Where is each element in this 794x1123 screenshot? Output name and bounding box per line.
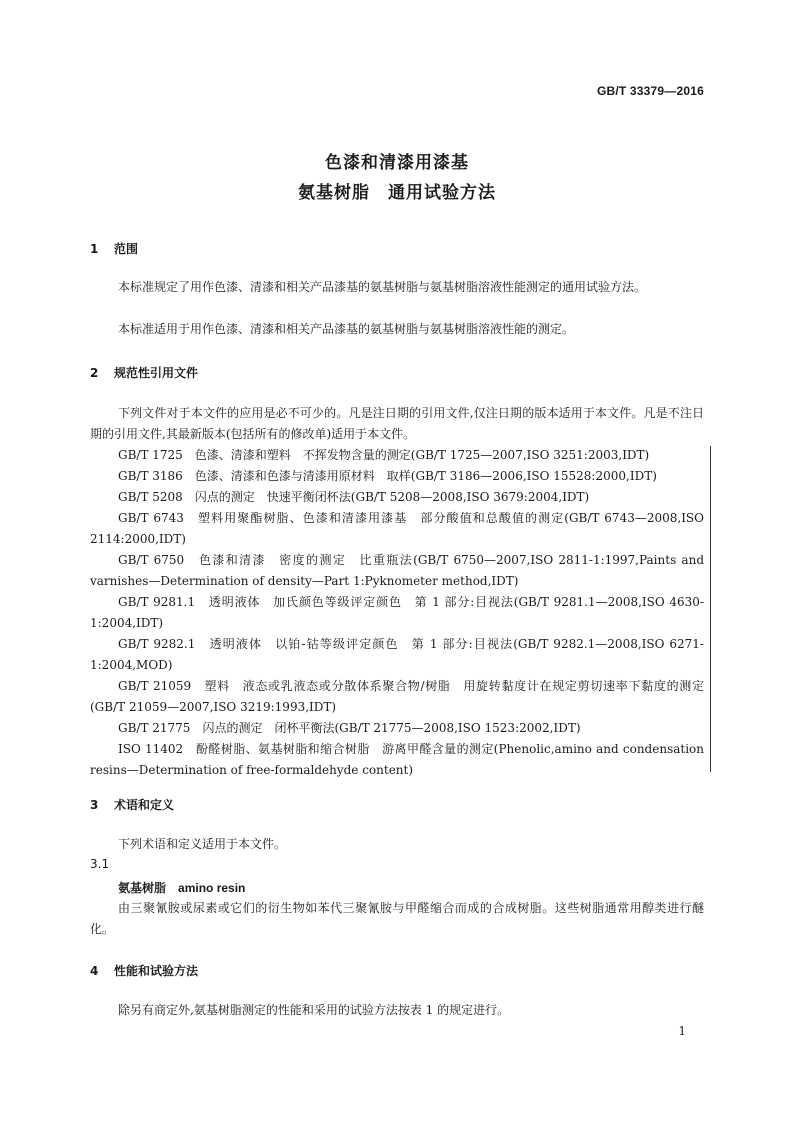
section-number: 3 [90, 798, 99, 812]
reference-item: GB/T 1725 色漆、清漆和塑料 不挥发物含量的测定(GB/T 1725—2007,ISO 3251:2003,IDT) [118, 448, 650, 462]
section-title: 术语和定义 [114, 798, 175, 812]
section-1-heading [90, 240, 138, 257]
section-1-paragraph-2: 本标准适用于用作色漆、清漆和相关产品漆基的氨基树脂与氨基树脂溶液性能的测定。 [118, 322, 575, 336]
section-1-paragraph-1: 本标准规定了用作色漆、清漆和相关产品漆基的氨基树脂与氨基树脂溶液性能测定的通用试验方法。 [118, 280, 647, 294]
section-number: 1 [90, 242, 99, 256]
reference-item: GB/T 6750 色漆和清漆 密度的测定 比重瓶法(GB/T 6750—2007,ISO 2811-1:1997,Paints and varnishes—Determination of density—Part 1:Pyknometer method,IDT) [90, 553, 704, 588]
document-title-line-2 [0, 178, 794, 203]
standard-number: GB/T 33379—2016 [596, 84, 704, 98]
reference-item: GB/T 21059 塑料 液态或乳液态或分散体系聚合物/树脂 用旋转黏度计在规定剪切速率下黏度的测定(GB/T 21059—2007,ISO 3219:1993,IDT) [90, 679, 704, 714]
title-part-1: 氨基树脂 [298, 183, 370, 203]
term-entry [118, 879, 245, 896]
reference-item: ISO 11402 酚醛树脂、氨基树脂和缩合树脂 游离甲醛含量的测定(Phenolic,amino and condensation resins—Determination of free-formaldehyde content) [90, 742, 704, 777]
section-title: 范围 [114, 242, 139, 256]
section-title: 规范性引用文件 [114, 366, 199, 380]
subsection-number: 3.1 [90, 857, 110, 871]
document-title-line-1: 色漆和清漆用漆基 [325, 153, 469, 173]
change-bar [710, 446, 711, 772]
section-2-intro: 下列文件对于本文件的应用是必不可少的。凡是注日期的引用文件,仅注日期的版本适用于本文件。凡是不注日期的引用文件,其最新版本(包括所有的修改单)适用于本文件。 [90, 406, 704, 441]
reference-item: GB/T 9281.1 透明液体 加氏颜色等级评定颜色 第 1 部分:目视法(GB/T 9281.1—2008,ISO 4630-1:2004,IDT) [90, 595, 704, 630]
section-title: 性能和试验方法 [114, 964, 199, 978]
reference-item: GB/T 21775 闪点的测定 闭杯平衡法(GB/T 21775—2008,ISO 1523:2002,IDT) [118, 721, 581, 735]
page-number: 1 [678, 1024, 686, 1038]
section-2-heading [90, 364, 198, 381]
term-english: amino resin [178, 881, 246, 895]
reference-item: GB/T 5208 闪点的测定 快速平衡闭杯法(GB/T 5208—2008,ISO 3679:2004,IDT) [118, 490, 590, 504]
reference-item: GB/T 3186 色漆、清漆和色漆与清漆用原材料 取样(GB/T 3186—2006,ISO 15528:2000,IDT) [118, 469, 657, 483]
reference-item: GB/T 9282.1 透明液体 以铂-钴等级评定颜色 第 1 部分:目视法(GB/T 9282.1—2008,ISO 6271-1:2004,MOD) [90, 637, 704, 672]
section-4-paragraph: 除另有商定外,氨基树脂测定的性能和采用的试验方法按表 1 的规定进行。 [118, 1003, 510, 1017]
section-4-heading [90, 962, 198, 979]
term-chinese: 氨基树脂 [118, 881, 167, 895]
section-number: 2 [90, 366, 99, 380]
term-definition: 由三聚氰胺或尿素或它们的衍生物如苯代三聚氰胺与甲醛缩合而成的合成树脂。这些树脂通常用醇类进行醚化。 [90, 901, 704, 936]
section-3-heading [90, 796, 174, 813]
section-3-intro: 下列术语和定义适用于本文件。 [118, 837, 287, 851]
reference-item: GB/T 6743 塑料用聚酯树脂、色漆和清漆用漆基 部分酸值和总酸值的测定(GB/T 6743—2008,ISO 2114:2000,IDT) [90, 511, 704, 546]
title-part-2: 通用试验方法 [388, 183, 496, 203]
section-number: 4 [90, 964, 99, 978]
